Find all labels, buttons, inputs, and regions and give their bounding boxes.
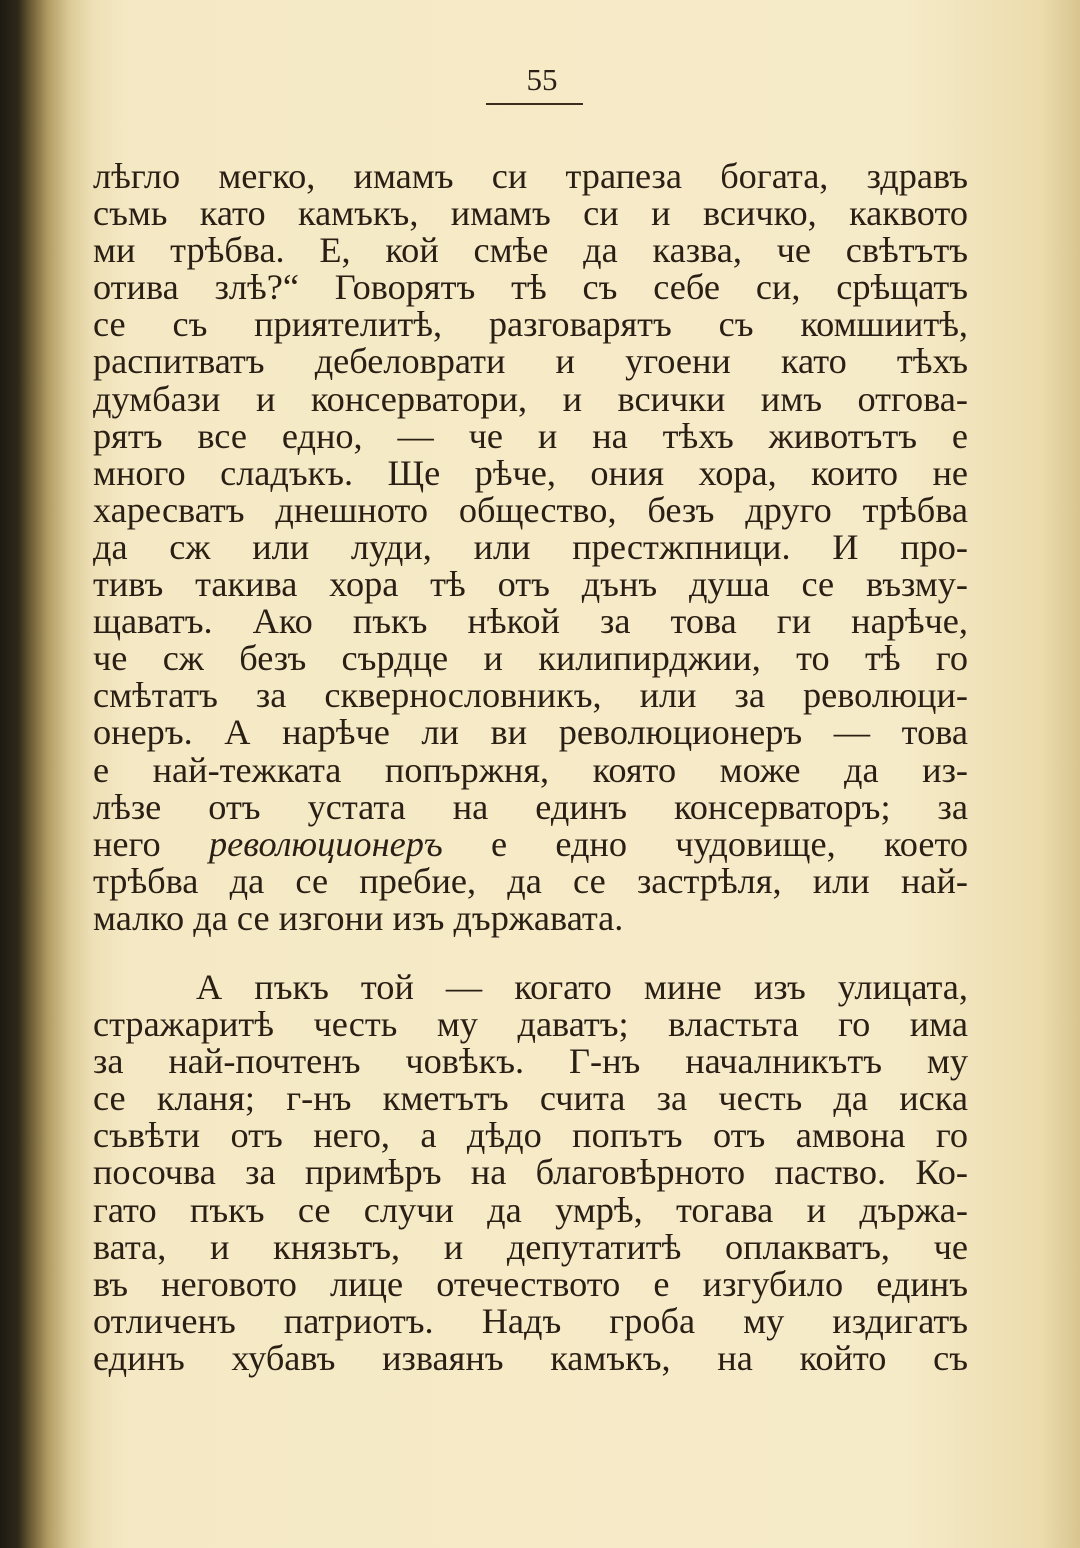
text-line: лѣгло мегко, имамъ си трапеза богата, здравъ bbox=[93, 156, 968, 196]
paragraph-1 bbox=[93, 158, 968, 937]
text-line: малко да се изгони изъ държавата. bbox=[93, 897, 624, 938]
italic-word: революционеръ bbox=[208, 823, 443, 864]
text-line: много сладъкъ. Ще рѣче, ония хора, които не bbox=[93, 452, 968, 493]
text-line: распитватъ дебеловрати и угоени като тѣхъ bbox=[93, 341, 968, 382]
body-text bbox=[93, 158, 968, 1377]
text-line: посочва за примѣръ на благовѣрното паство. Ко- bbox=[93, 1152, 968, 1193]
text-line: харесватъ днешното общество, безъ друго трѣбва bbox=[93, 489, 968, 530]
text-line: съвѣти отъ него, а дѣдо попътъ отъ амвона го bbox=[93, 1115, 968, 1156]
text-line: смѣтатъ за сквернословникъ, или за революци- bbox=[93, 675, 968, 716]
text-line: отива злѣ?“ Говорятъ тѣ съ себе си, срѣщатъ bbox=[93, 267, 968, 308]
text-line: се съ приятелитѣ, разговарятъ съ комшиитѣ, bbox=[93, 304, 968, 345]
text-span: него bbox=[93, 823, 209, 864]
text-line: единъ хубавъ изваянъ камъкъ, на който съ bbox=[93, 1337, 968, 1378]
text-line: А пъкъ той — когато мине изъ улицата, bbox=[196, 966, 968, 1007]
text-line: думбази и консерватори, и всички имъ отгова- bbox=[93, 378, 968, 419]
page-number: 55 bbox=[526, 62, 558, 97]
text-line: рятъ все едно, — че и на тѣхъ животътъ е bbox=[93, 415, 968, 456]
text-line: че сж безъ сърдце и килипирджии, то тѣ го bbox=[93, 638, 968, 679]
paragraph-2 bbox=[93, 966, 968, 1378]
text-span: е едно чудовище, което bbox=[442, 823, 968, 864]
text-line: съмь като камъкъ, имамъ си и всичко, каквото bbox=[93, 193, 968, 234]
text-line: да сж или луди, или престжпници. И про- bbox=[93, 526, 968, 567]
text-line: онеръ. А нарѣче ли ви революционеръ — това bbox=[93, 712, 968, 753]
text-line: вата, и князьтъ, и депутатитѣ оплакватъ, че bbox=[93, 1226, 968, 1267]
text-line: гато пъкъ се случи да умрѣ, тогава и държа- bbox=[93, 1189, 968, 1230]
text-line: щаватъ. Ако пъкъ нѣкой за това ги нарѣче, bbox=[93, 601, 968, 642]
text-line: трѣбва да се пребие, да се застрѣля, или най- bbox=[93, 860, 968, 901]
page-number-rule bbox=[486, 103, 583, 105]
text-line: отличенъ патриотъ. Надъ гроба му издигатъ bbox=[93, 1300, 968, 1341]
text-line: се кланя; г-нъ кметътъ счита за честь да иска bbox=[93, 1078, 968, 1119]
text-line: ми трѣбва. Е, кой смѣе да казва, че свѣтътъ bbox=[93, 230, 968, 271]
paragraph-gap bbox=[93, 937, 968, 969]
text-line: тивъ такива хора тѣ отъ дънъ душа се възму- bbox=[93, 564, 968, 605]
text-line: за най-почтенъ човѣкъ. Г-нъ началникътъ му bbox=[93, 1041, 968, 1082]
text-line: въ неговото лице отечеството е изгубило единъ bbox=[93, 1263, 968, 1304]
text-line: стражаритѣ честь му даватъ; властьта го има bbox=[93, 1004, 968, 1045]
text-line-with-italic bbox=[93, 823, 968, 864]
text-line: е най-тежката попържня, която може да из- bbox=[93, 749, 968, 790]
text-line: лѣзе отъ устата на единъ консерваторъ; за bbox=[93, 786, 968, 827]
